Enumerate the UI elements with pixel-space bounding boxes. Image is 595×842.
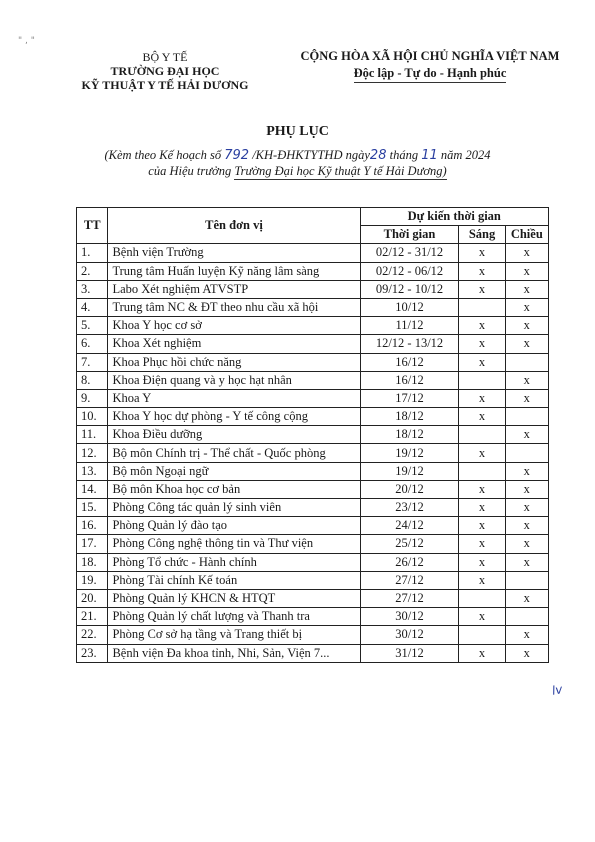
cell-morning: x — [459, 280, 505, 298]
cell-tt: 16. — [77, 517, 108, 535]
cell-afternoon: x — [505, 626, 548, 644]
table-row — [77, 444, 549, 462]
cell-tt: 13. — [77, 462, 108, 480]
cell-morning: x — [459, 444, 505, 462]
header-tt: TT — [77, 208, 108, 244]
cell-time: 19/12 — [360, 462, 459, 480]
table-row — [77, 426, 549, 444]
table-row — [77, 499, 549, 517]
cell-unit: Phòng Quản lý đào tạo — [108, 517, 360, 535]
cell-time: 31/12 — [360, 644, 459, 662]
cell-tt: 7. — [77, 353, 108, 371]
cell-unit: Khoa Y học cơ sở — [108, 317, 360, 335]
table-header-row — [77, 208, 549, 226]
cell-unit: Phòng Tài chính Kế toán — [108, 571, 360, 589]
cell-tt: 15. — [77, 499, 108, 517]
country-name: CỘNG HÒA XÃ HỘI CHỦ NGHĨA VIỆT NAM — [300, 49, 560, 63]
cell-time: 16/12 — [360, 371, 459, 389]
cell-morning: x — [459, 608, 505, 626]
cell-tt: 5. — [77, 317, 108, 335]
table-row — [77, 517, 549, 535]
cell-unit: Khoa Xét nghiệm — [108, 335, 360, 353]
cell-morning: x — [459, 571, 505, 589]
cell-tt: 22. — [77, 626, 108, 644]
cell-time: 11/12 — [360, 317, 459, 335]
cell-morning: x — [459, 244, 505, 262]
cell-morning: x — [459, 408, 505, 426]
cell-tt: 18. — [77, 553, 108, 571]
cell-afternoon — [505, 408, 548, 426]
document-title: PHỤ LỤC — [266, 124, 329, 139]
cell-morning — [459, 426, 505, 444]
cell-tt: 17. — [77, 535, 108, 553]
cell-afternoon: x — [505, 317, 548, 335]
cell-morning: x — [459, 480, 505, 498]
handwritten-day: 28 — [369, 148, 387, 163]
cell-morning — [459, 371, 505, 389]
cell-afternoon: x — [505, 280, 548, 298]
header-expected-time: Dự kiến thời gian — [360, 208, 548, 226]
cell-unit: Khoa Y — [108, 389, 360, 407]
cell-afternoon: x — [505, 371, 548, 389]
table-row — [77, 317, 549, 335]
cell-morning: x — [459, 644, 505, 662]
cell-morning — [459, 462, 505, 480]
handwritten-initials: lv — [550, 682, 564, 698]
cell-tt: 9. — [77, 389, 108, 407]
cell-morning: x — [459, 317, 505, 335]
cell-tt: 20. — [77, 589, 108, 607]
cell-time: 20/12 — [360, 480, 459, 498]
handwritten-plan-number: 792 — [224, 148, 250, 163]
cell-time: 27/12 — [360, 589, 459, 607]
cell-time: 24/12 — [360, 517, 459, 535]
cell-unit: Bệnh viện Trường — [108, 244, 360, 262]
table-row — [77, 244, 549, 262]
cell-unit: Bộ môn Khoa học cơ bản — [108, 480, 360, 498]
cell-morning: x — [459, 535, 505, 553]
scan-marks: " , " — [18, 36, 35, 46]
cell-time: 09/12 - 10/12 — [360, 280, 459, 298]
cell-tt: 10. — [77, 408, 108, 426]
cell-unit: Phòng Quản lý KHCN & HTQT — [108, 589, 360, 607]
table-row — [77, 335, 549, 353]
cell-time: 27/12 — [360, 571, 459, 589]
table-row — [77, 644, 549, 662]
cell-afternoon: x — [505, 298, 548, 316]
ministry-name: BỘ Y TẾ — [142, 50, 188, 64]
cell-time: 02/12 - 06/12 — [360, 262, 459, 280]
header-afternoon: Chiều — [505, 226, 548, 244]
cell-time: 17/12 — [360, 389, 459, 407]
cell-morning: x — [459, 389, 505, 407]
cell-afternoon: x — [505, 462, 548, 480]
cell-morning — [459, 589, 505, 607]
cell-unit: Phòng Cơ sở hạ tầng và Trang thiết bị — [108, 626, 360, 644]
subtitle-underlined-text: Trường Đại học Kỹ thuật Y tế Hải Dương) — [234, 164, 447, 178]
cell-unit: Phòng Công nghệ thông tin và Thư viện — [108, 535, 360, 553]
cell-time: 26/12 — [360, 553, 459, 571]
cell-afternoon: x — [505, 644, 548, 662]
organization-header — [60, 50, 270, 92]
cell-afternoon: x — [505, 535, 548, 553]
cell-time: 18/12 — [360, 426, 459, 444]
cell-tt: 19. — [77, 571, 108, 589]
cell-tt: 3. — [77, 280, 108, 298]
cell-afternoon: x — [505, 335, 548, 353]
cell-tt: 11. — [77, 426, 108, 444]
header-morning: Sáng — [459, 226, 505, 244]
table-row — [77, 608, 549, 626]
cell-unit: Bộ môn Chính trị - Thể chất - Quốc phòng — [108, 444, 360, 462]
cell-time: 12/12 - 13/12 — [360, 335, 459, 353]
cell-morning: x — [459, 499, 505, 517]
table-row — [77, 626, 549, 644]
cell-time: 19/12 — [360, 444, 459, 462]
cell-unit: Phòng Tổ chức - Hành chính — [108, 553, 360, 571]
cell-time: 02/12 - 31/12 — [360, 244, 459, 262]
cell-tt: 8. — [77, 371, 108, 389]
cell-unit: Phòng Công tác quản lý sinh viên — [108, 499, 360, 517]
cell-afternoon: x — [505, 480, 548, 498]
subtitle-text: của Hiệu trưởng — [148, 164, 235, 178]
cell-morning — [459, 626, 505, 644]
cell-tt: 23. — [77, 644, 108, 662]
table-row — [77, 571, 549, 589]
header-time: Thời gian — [360, 226, 459, 244]
cell-unit: Bệnh viện Đa khoa tỉnh, Nhi, Sản, Viện 7... — [108, 644, 360, 662]
table-row — [77, 280, 549, 298]
table-row — [77, 535, 549, 553]
cell-tt: 14. — [77, 480, 108, 498]
school-name-line1: TRƯỜNG ĐẠI HỌC — [110, 64, 220, 78]
cell-tt: 21. — [77, 608, 108, 626]
cell-afternoon: x — [505, 589, 548, 607]
table-row — [77, 462, 549, 480]
cell-morning: x — [459, 353, 505, 371]
subtitle-line2 — [0, 164, 595, 179]
table-row — [77, 589, 549, 607]
cell-unit: Trung tâm NC & ĐT theo nhu cầu xã hội — [108, 298, 360, 316]
cell-morning: x — [459, 553, 505, 571]
cell-unit: Khoa Y học dự phòng - Y tế công cộng — [108, 408, 360, 426]
cell-morning — [459, 298, 505, 316]
cell-time: 18/12 — [360, 408, 459, 426]
cell-unit: Trung tâm Huấn luyện Kỹ năng lâm sàng — [108, 262, 360, 280]
cell-afternoon — [505, 444, 548, 462]
cell-time: 25/12 — [360, 535, 459, 553]
cell-unit: Bộ môn Ngoại ngữ — [108, 462, 360, 480]
cell-tt: 2. — [77, 262, 108, 280]
subtitle-text: /KH-ĐHKTYTHD ngày — [249, 148, 370, 162]
cell-tt: 4. — [77, 298, 108, 316]
subtitle-line1 — [0, 148, 595, 163]
cell-afternoon: x — [505, 389, 548, 407]
cell-morning: x — [459, 262, 505, 280]
cell-afternoon — [505, 353, 548, 371]
cell-tt: 6. — [77, 335, 108, 353]
table-row — [77, 353, 549, 371]
cell-time: 16/12 — [360, 353, 459, 371]
table-row — [77, 389, 549, 407]
cell-afternoon: x — [505, 244, 548, 262]
cell-afternoon: x — [505, 499, 548, 517]
cell-morning: x — [459, 517, 505, 535]
table-row — [77, 262, 549, 280]
cell-time: 30/12 — [360, 608, 459, 626]
cell-time: 30/12 — [360, 626, 459, 644]
cell-unit: Khoa Điều dưỡng — [108, 426, 360, 444]
cell-time: 23/12 — [360, 499, 459, 517]
cell-unit: Phòng Quản lý chất lượng và Thanh tra — [108, 608, 360, 626]
cell-unit: Labo Xét nghiệm ATVSTP — [108, 280, 360, 298]
cell-unit: Khoa Phục hồi chức năng — [108, 353, 360, 371]
school-name-line2: KỸ THUẬT Y TẾ HẢI DƯƠNG — [81, 78, 249, 92]
cell-afternoon: x — [505, 426, 548, 444]
handwritten-month: 11 — [421, 148, 438, 163]
cell-tt: 12. — [77, 444, 108, 462]
subtitle-text: (Kèm theo Kế hoạch số — [104, 148, 225, 162]
header-unit: Tên đơn vị — [108, 208, 360, 244]
cell-unit: Khoa Điện quang và y học hạt nhân — [108, 371, 360, 389]
cell-afternoon — [505, 608, 548, 626]
cell-afternoon: x — [505, 262, 548, 280]
national-header — [280, 49, 580, 83]
national-motto: Độc lập - Tự do - Hạnh phúc — [354, 65, 507, 83]
table-row — [77, 298, 549, 316]
cell-tt: 1. — [77, 244, 108, 262]
subtitle-text: tháng — [386, 148, 422, 162]
cell-time: 10/12 — [360, 298, 459, 316]
cell-afternoon — [505, 571, 548, 589]
cell-morning: x — [459, 335, 505, 353]
cell-afternoon: x — [505, 517, 548, 535]
table-row — [77, 371, 549, 389]
schedule-table — [76, 207, 549, 663]
table-row — [77, 408, 549, 426]
subtitle-text: năm 2024 — [437, 148, 491, 162]
table-row — [77, 480, 549, 498]
table-row — [77, 553, 549, 571]
cell-afternoon: x — [505, 553, 548, 571]
